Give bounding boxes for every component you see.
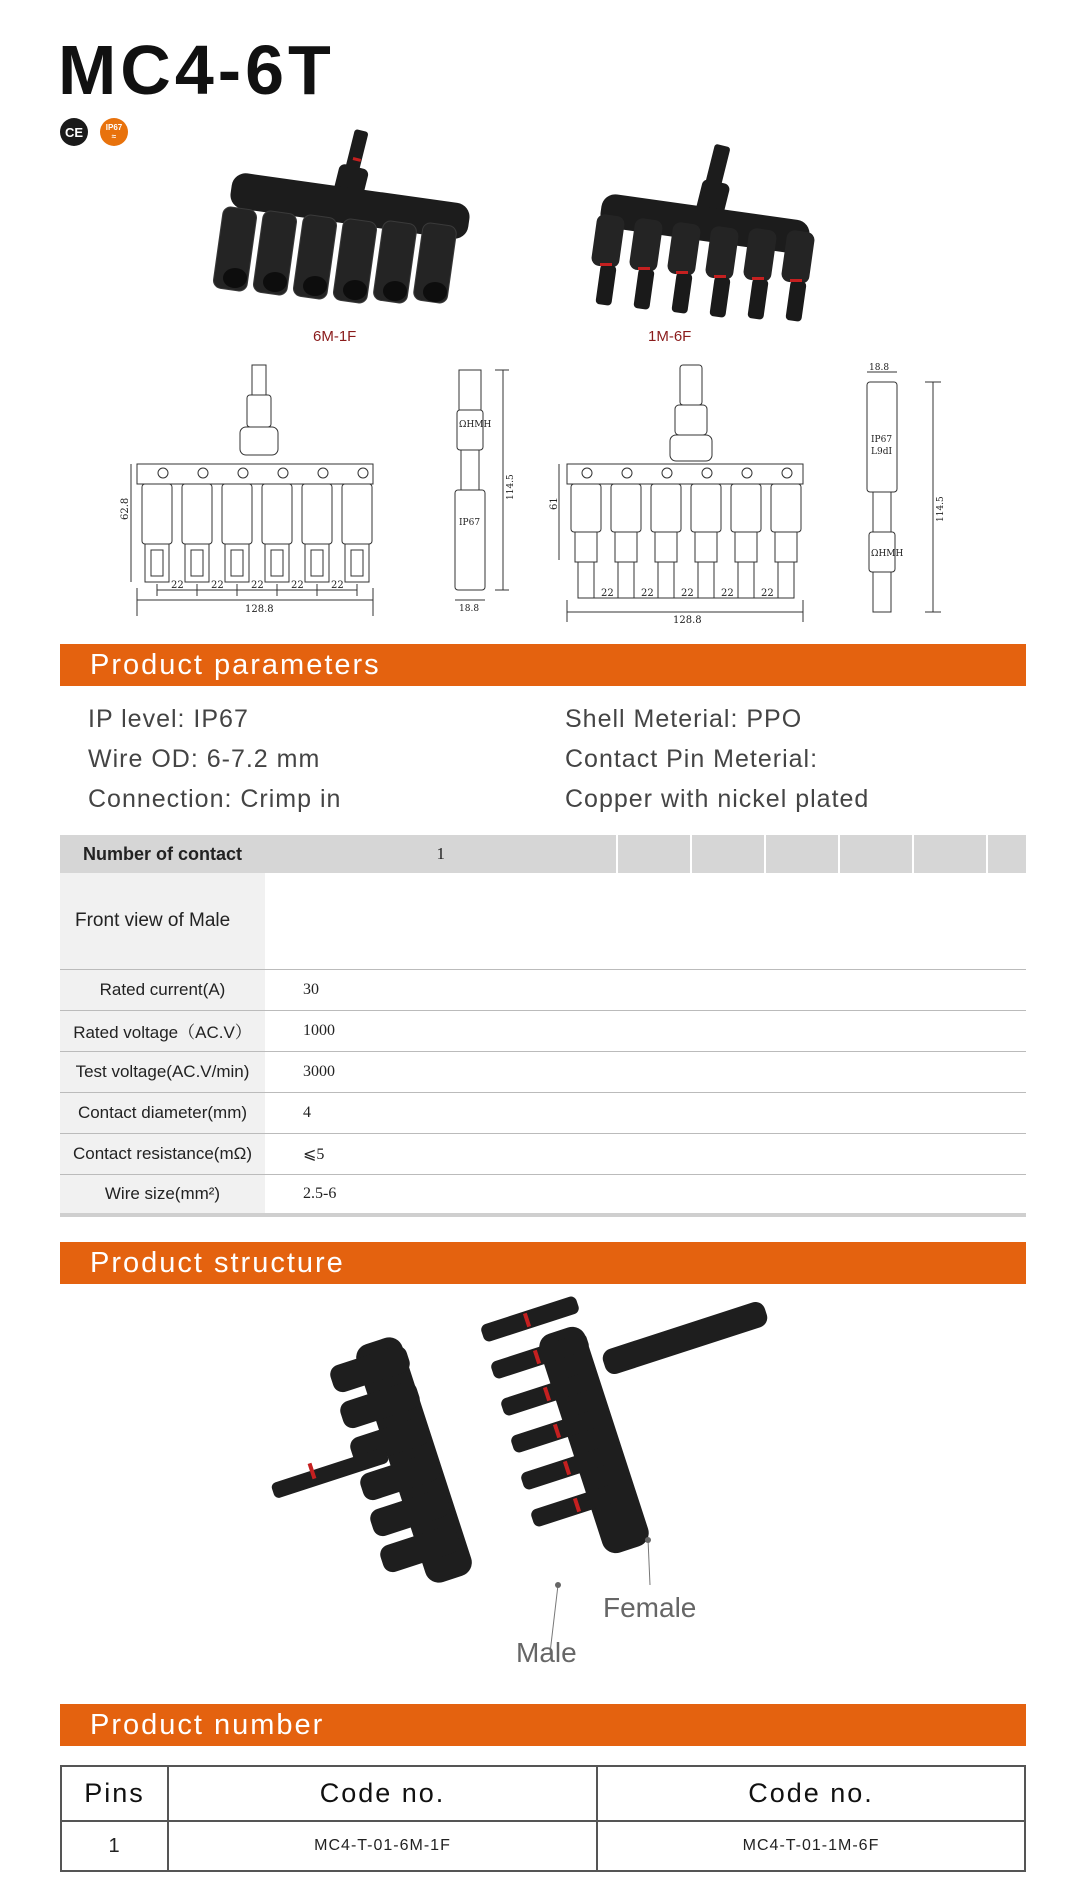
spec-label: Test voltage(AC.V/min): [60, 1051, 265, 1092]
pn-pins: 1: [61, 1821, 168, 1871]
caption-6m-1f: 6M-1F: [313, 328, 357, 345]
drawing-6m-1f-side: [445, 365, 515, 615]
pn-header-code: Code no.: [597, 1766, 1025, 1821]
dim-width-left: 128.8: [245, 604, 274, 615]
dim-pitch-5: 22: [331, 580, 344, 591]
spec-value: ⩽5: [265, 1133, 1026, 1174]
pn-row: [61, 1821, 1025, 1871]
param-connection: Connection: Crimp in: [88, 785, 342, 813]
spec-label: Rated voltage（AC.V）: [60, 1010, 265, 1051]
mark-ip67-left: IP67: [459, 518, 481, 528]
female-pointer-icon: [645, 1537, 651, 1543]
spec-header-value: 1: [265, 835, 617, 873]
mark-ip67-right: IP67: [871, 435, 893, 445]
pn-header-code: Code no.: [168, 1766, 597, 1821]
dim-pitch-r2: 22: [641, 588, 654, 599]
pn-header-row: [61, 1766, 1025, 1821]
label-female: Female: [603, 1592, 697, 1623]
spec-value: 1000: [265, 1010, 1026, 1051]
spec-header-empty: [987, 835, 1026, 873]
spec-label: Rated current(A): [60, 969, 265, 1010]
product-number-table: [60, 1765, 1026, 1872]
spec-value: 2.5-6: [265, 1174, 1026, 1215]
spec-label: Front view of Male: [60, 873, 265, 969]
mark-hmhy-left: ΩHMH: [459, 420, 492, 430]
spec-header-label: Number of contact: [60, 835, 265, 873]
ce-mark-icon: CE: [60, 118, 88, 146]
spec-table: [60, 835, 1026, 1217]
male-pointer-icon: [555, 1582, 561, 1588]
dim-side-width-right: 18.8: [869, 363, 890, 373]
spec-header-empty: [839, 835, 913, 873]
pn-header-pins: Pins: [61, 1766, 168, 1821]
dim-side-height-right: 114.5: [936, 496, 946, 522]
pn-code-1m-6f: MC4-T-01-1M-6F: [597, 1821, 1025, 1871]
param-shell: Shell Meterial: PPO: [565, 705, 803, 733]
spec-row: [60, 1174, 1026, 1215]
spec-value: 4: [265, 1092, 1026, 1133]
drawing-6m-1f-front: [120, 360, 385, 620]
drawing-1m-6f-front: [549, 360, 815, 626]
page-title: MC4-6T: [58, 31, 335, 109]
dim-side-height-left: 114.5: [506, 474, 516, 500]
caption-1m-6f: 1M-6F: [648, 328, 692, 345]
spec-row: [60, 969, 1026, 1010]
section-parameters: Product parameters: [60, 644, 1026, 686]
spec-header-empty: [691, 835, 765, 873]
ip67-badge-icon: IP67 ≈: [100, 118, 128, 146]
spec-label: Wire size(mm²): [60, 1174, 265, 1215]
section-number: Product number: [60, 1704, 1026, 1746]
spec-label: Contact diameter(mm): [60, 1092, 265, 1133]
dim-pitch-r3: 22: [681, 588, 694, 599]
spec-header-empty: [617, 835, 691, 873]
pn-code-6m-1f: MC4-T-01-6M-1F: [168, 1821, 597, 1871]
label-male: Male: [516, 1637, 577, 1668]
spec-value: 3000: [265, 1051, 1026, 1092]
spec-label: Contact resistance(mΩ): [60, 1133, 265, 1174]
spec-row: [60, 873, 1026, 969]
spec-row: [60, 1133, 1026, 1174]
spec-row: [60, 1051, 1026, 1092]
dim-height-right: 61: [549, 497, 560, 510]
param-ip-level: IP level: IP67: [88, 705, 249, 733]
dim-pitch-1: 22: [171, 580, 184, 591]
spec-header-empty: [913, 835, 987, 873]
section-structure: Product structure: [60, 1242, 1026, 1284]
mark-ip67-rev: L9dI: [871, 447, 893, 457]
dim-height-left: 62.8: [120, 497, 131, 520]
spec-row: [60, 1010, 1026, 1051]
drawing-1m-6f-side: [855, 362, 945, 627]
dim-pitch-3: 22: [251, 580, 264, 591]
dim-pitch-r5: 22: [761, 588, 774, 599]
dim-width-right: 128.8: [673, 615, 702, 626]
param-contact-pin-value: Copper with nickel plated: [565, 785, 870, 813]
spec-header-row: [60, 835, 1026, 873]
spec-row: [60, 1092, 1026, 1133]
dim-pitch-4: 22: [291, 580, 304, 591]
param-wire-od: Wire OD: 6-7.2 mm: [88, 745, 321, 773]
dim-side-width-left: 18.8: [459, 604, 480, 614]
structure-image: [270, 1295, 790, 1625]
dim-pitch-r4: 22: [721, 588, 734, 599]
param-contact-pin: Contact Pin Meterial:: [565, 745, 819, 773]
dim-pitch-r1: 22: [601, 588, 614, 599]
spec-value: 30: [265, 969, 1026, 1010]
spec-value: [265, 873, 1026, 969]
product-image-6m-1f: [210, 128, 470, 308]
mark-hmhy-right: ΩHMH: [871, 549, 904, 559]
dim-pitch-2: 22: [211, 580, 224, 591]
spec-header-empty: [765, 835, 839, 873]
product-image-1m-6f: [580, 145, 820, 330]
